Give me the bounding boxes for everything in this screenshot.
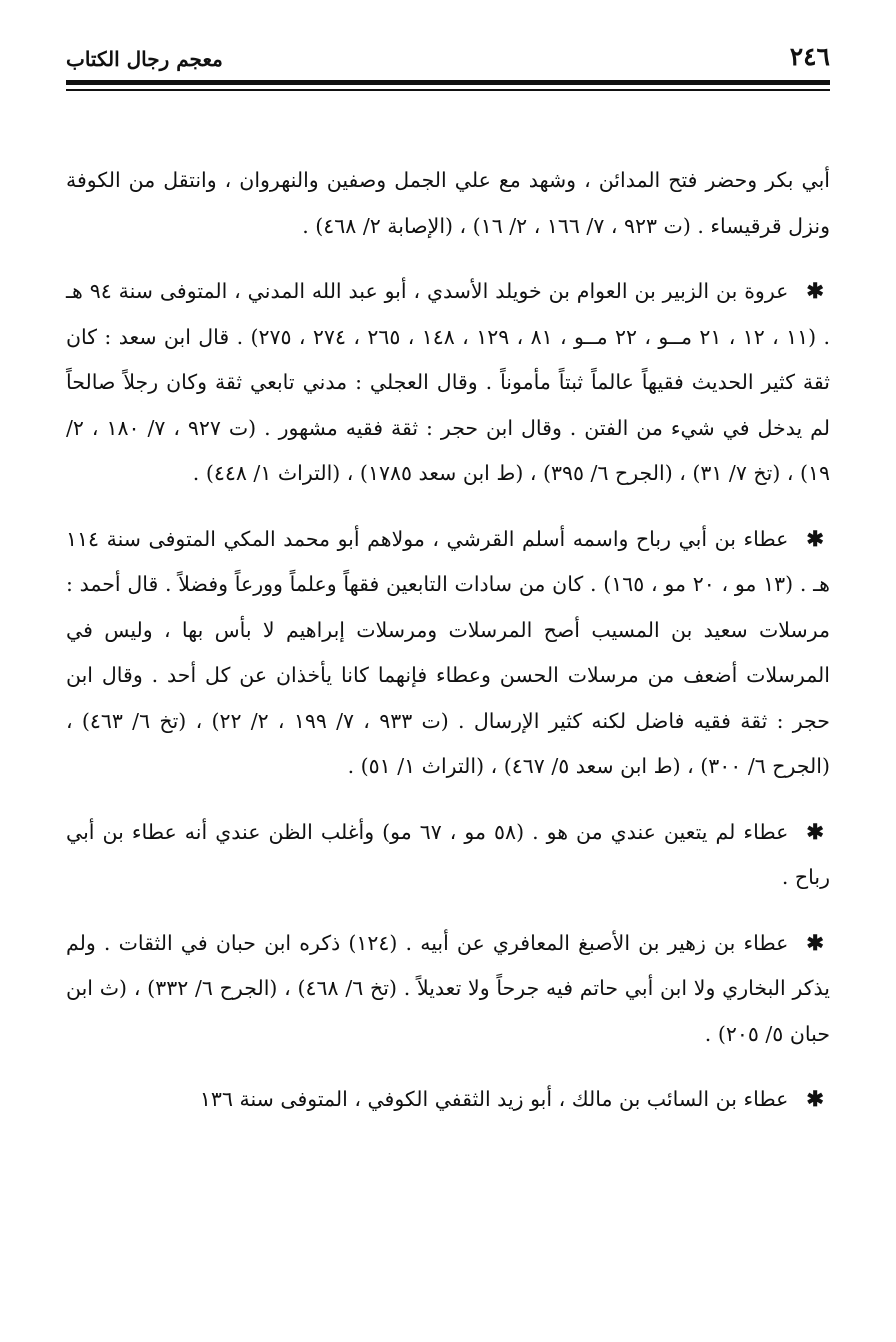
asterisk-icon: ✱ [806, 1086, 824, 1111]
book-title: معجم رجال الكتاب [66, 47, 223, 71]
asterisk-icon: ✱ [806, 929, 824, 955]
entry-urwa [66, 268, 830, 497]
asterisk-icon: ✱ [806, 818, 824, 844]
continuation-paragraph: أبي بكر وحضر فتح المدائن ، وشهد مع علي الجمل وصفين والنهروان ، وانتقل من الكوفة ونزل قرقيساء . (ت ٩٢٣ ، ٧/ ١٦٦ ، ٢/ ١٦) ، (الإصابة ٢/ ٤٦٨) . [66, 168, 830, 238]
entry-ata-unidentified [66, 809, 830, 901]
entry-ata-ibn-abi-rabah [66, 516, 830, 790]
entry-text: عطاء بن السائب بن مالك ، أبو زيد الثقفي الكوفي ، المتوفى سنة ١٣٦ [199, 1087, 789, 1111]
page-header [66, 40, 830, 74]
entry-text: عروة بن الزبير بن العوام بن خويلد الأسدي ، أبو عبد الله المدني ، المتوفى سنة ٩٤ هـ . (١١ ، ١٢ ، ٢١ مــو ، ٢٢ مــو ، ٨١ ، ١٢٩ ، ١٤٨ ، ٢٦٥ ، ٢٧٤ ، ٢٧٥) . قال ابن سعد : كان ثقة كثير الحديث فقيهاً عالماً ثبتاً مأموناً . وقال العجلي : مدني تابعي ثقة وكان رجلاً صالحاً لم يدخل في شيء من الفتن . وقال ابن حجر : ثقة فقيه مشهور . (ت ٩٢٧ ، ٧/ ١٨٠ ، ٢/ ١٩) ، (تخ ٧/ ٣١) ، (الجرح ٦/ ٣٩٥) ، (ط ابن سعد ١٧٨٥) ، (التراث ١/ ٤٤٨) . [66, 279, 831, 485]
page-number: ٢٤٦ [789, 42, 830, 71]
header-rule-thick [66, 80, 830, 85]
page-body [66, 158, 830, 1142]
entry-text: عطاء لم يتعين عندي من هو . (٥٨ مو ، ٦٧ مو) وأغلب الظن عندي أنه عطاء بن أبي رباح . [66, 819, 830, 889]
entry-text: عطاء بن زهير بن الأصبغ المعافري عن أبيه . (١٢٤) ذكره ابن حبان في الثقات . ولم يذكر البخاري ولا ابن أبي حاتم فيه جرحاً ولا تعديلاً . (تخ ٦/ ٤٦٨) ، (الجرح ٦/ ٣٣٢) ، (ث ابن حبان ٥/ ٢٠٥) . [66, 930, 830, 1046]
entry-ata-ibn-zuhayr [66, 920, 830, 1058]
entry-text: عطاء بن أبي رباح واسمه أسلم القرشي ، مولاهم أبو محمد المكي المتوفى سنة ١١٤ هـ . (١٣ مو ، ٢٠ مو ، ١٦٥) . كان من سادات التابعين فقهاً وعلماً وورعاً وفضلاً . قال أحمد : مرسلات سعيد بن المسيب أصح المرسلات ومرسلات إبراهيم لا بأس بها ، وليس في المرسلات أضعف من مرسلات الحسن وعطاء فإنهما كانا يأخذان عن كل أحد . وقال ابن حجر : ثقة فقيه فاضل لكنه كثير الإرسال . (ت ٩٣٣ ، ٧/ ١٩٩ ، ٢/ ٢٢) ، (تخ ٦/ ٤٦٣) ، (الجرح ٦/ ٣٠٠) ، (ط ابن سعد ٥/ ٤٦٧) ، (التراث ١/ ٥١) . [66, 526, 830, 778]
entry-ata-ibn-al-saib [66, 1076, 830, 1123]
asterisk-icon: ✱ [806, 278, 824, 303]
header-rule-thin [66, 89, 830, 91]
asterisk-icon: ✱ [806, 525, 824, 551]
